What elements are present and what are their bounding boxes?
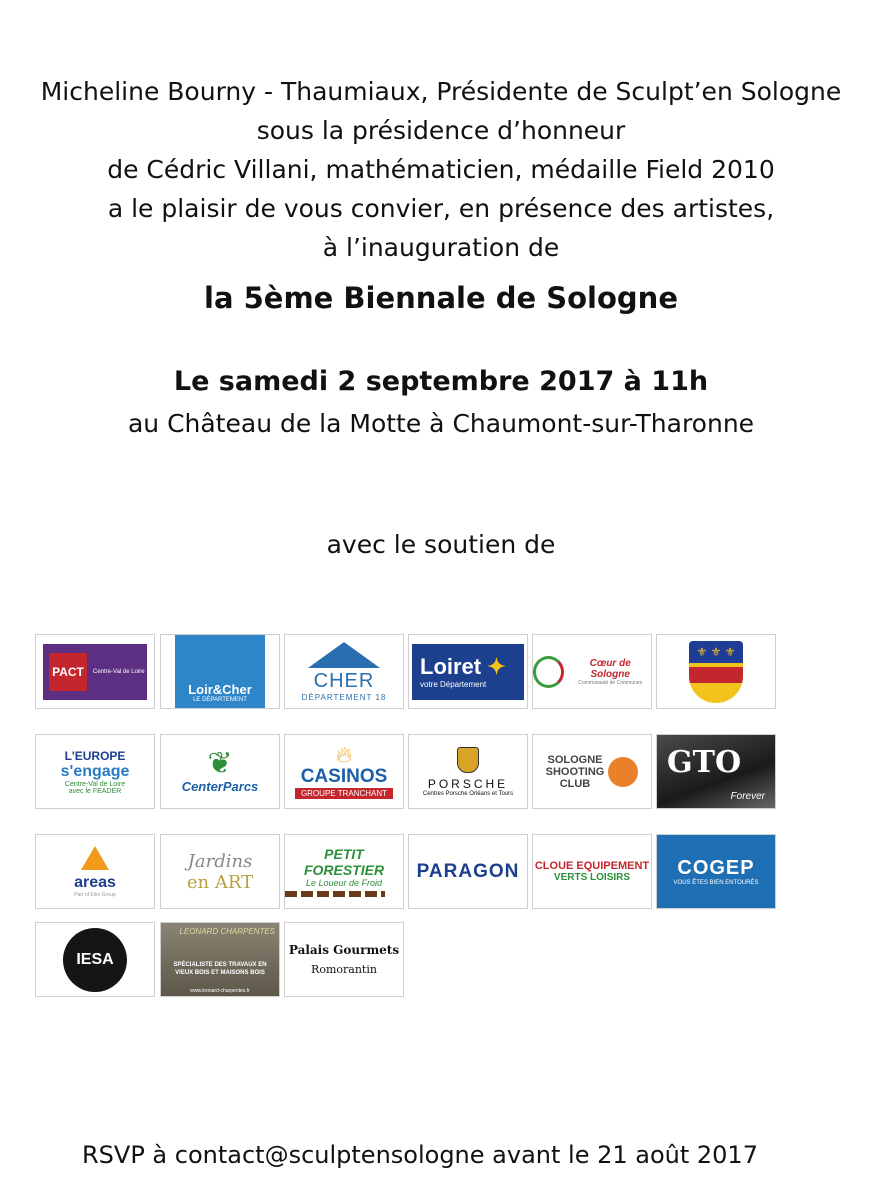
- shooting-line3: CLUB: [559, 777, 591, 790]
- intro-line-inauguration: à l’inauguration de: [322, 233, 560, 262]
- loiret-name: Loiret: [420, 654, 482, 679]
- porsche-name: PORSCHE: [427, 776, 509, 791]
- event-date: Le samedi 2 septembre 2017 à 11h: [173, 366, 709, 397]
- europe-line3: Centre-Val de Loire: [64, 780, 126, 788]
- cogep-sub: VOUS ÊTES BIEN ENTOURÉS: [673, 880, 759, 886]
- cher-sub: DÉPARTEMENT 18: [301, 692, 387, 702]
- areas-chevron-icon: [81, 846, 109, 870]
- coat-of-arms-icon: ⚜ ⚜ ⚜: [689, 641, 743, 703]
- shooting-line2: SHOOTING: [545, 765, 605, 778]
- intro-line-invite: a le plaisir de vous convier, en présence des artistes,: [107, 194, 775, 223]
- invitation-intro: [0, 72, 882, 267]
- leaf-icon: ❦: [207, 747, 233, 780]
- ring-icon: [533, 656, 564, 688]
- iesa-disc: IESA: [63, 928, 127, 992]
- center-parcs-name: CenterParcs: [181, 779, 259, 794]
- jardins-word2: en ART: [186, 871, 254, 893]
- sponsor-logo-cloue: [532, 834, 652, 909]
- cloue-sub: VERTS LOISIRS: [553, 872, 631, 883]
- leonard-url: www.leonard-charpentes.fr: [190, 988, 250, 994]
- petit-forestier-sub: Le Loueur de Froid: [305, 878, 383, 888]
- casinos-name: CASINOS: [300, 766, 388, 787]
- loiret-badge: [412, 644, 524, 700]
- sponsor-logo-petit-forestier: [284, 834, 404, 909]
- sponsor-logo-iesa: [35, 922, 155, 997]
- intro-line-patron: de Cédric Villani, mathématicien, médaille Field 2010: [107, 155, 775, 184]
- shooting-line1: SOLOGNE: [547, 753, 603, 766]
- leonard-photo: [161, 923, 279, 996]
- sponsor-logo-pact: [35, 634, 155, 709]
- loir-et-cher-sub: LE DÉPARTEMENT: [193, 697, 247, 703]
- leonard-tagline: SPÉCIALISTE DES TRAVAUX EN VIEUX BOIS ET MAISONS BOIS: [173, 962, 267, 976]
- stripe-decoration: [285, 891, 385, 897]
- sponsor-logo-europe: [35, 734, 155, 809]
- coeur-name: Cœur de Sologne: [589, 657, 631, 680]
- pact-badge: [43, 644, 147, 700]
- sponsor-logo-loir-et-cher: [160, 634, 280, 709]
- intro-line-host: Micheline Bourny - Thaumiaux, Présidente de Sculpt’en Sologne: [40, 77, 842, 106]
- loiret-sub: votre Département: [420, 680, 487, 689]
- sponsor-logo-loiret: [408, 634, 528, 709]
- sponsor-logo-coeur-de-sologne: [532, 634, 652, 709]
- sponsor-logo-gto: [656, 734, 776, 809]
- europe-line2: s'engage: [60, 762, 130, 780]
- leonard-name: LEONARD CHARPENTES: [179, 927, 275, 936]
- wheat-icon: ✦: [487, 654, 506, 679]
- porsche-crest-icon: [457, 747, 479, 773]
- cher-name: CHER: [313, 669, 375, 692]
- jardins-word1: Jardins: [187, 850, 253, 872]
- sponsor-logo-cher: [284, 634, 404, 709]
- areas-name: areas: [74, 873, 116, 891]
- europe-line1: L'EUROPE: [64, 748, 126, 763]
- sponsor-logo-cogep: [656, 834, 776, 909]
- porsche-sub: Centres Porsche Orléans et Tours: [422, 790, 514, 797]
- event-venue: au Château de la Motte à Chaumont-sur-Tharonne: [127, 409, 755, 438]
- gto-sub: Forever: [730, 791, 765, 802]
- casinos-sub: GROUPE TRANCHANT: [295, 788, 393, 799]
- areas-sub: Part of Elior Group: [74, 891, 116, 898]
- coeur-sub: Communauté de Communes: [578, 679, 643, 686]
- support-heading: avec le soutien de: [326, 530, 556, 559]
- event-title: la 5ème Biennale de Sologne: [204, 281, 678, 315]
- sponsor-logo-palais-gourmets: [284, 922, 404, 997]
- sponsor-logo-jardins-en-art: [160, 834, 280, 909]
- intro-line-honor: sous la présidence d’honneur: [256, 116, 626, 145]
- paragon-name: PARAGON: [416, 860, 520, 882]
- pact-mark: PACT: [49, 653, 87, 691]
- gto-badge: [657, 735, 775, 808]
- sponsor-logo-leonard: [160, 922, 280, 997]
- petit-forestier-name: PETIT FORESTIER: [303, 846, 385, 878]
- rsvp-line: RSVP à contact@sculptensologne avant le 21 août 2017: [82, 1141, 758, 1169]
- cloue-name: CLOUE EQUIPEMENT: [534, 860, 650, 872]
- palais-gourmets-sub: Romorantin: [311, 963, 377, 976]
- sponsor-logo-sologne-shooting: [532, 734, 652, 809]
- cogep-badge: [657, 835, 775, 908]
- cogep-name: COGEP: [677, 857, 755, 879]
- sponsor-logo-porsche: [408, 734, 528, 809]
- pact-sub: Centre-Val de Loire: [93, 668, 145, 675]
- sponsor-logo-areas: [35, 834, 155, 909]
- sponsor-logo-center-parcs: [160, 734, 280, 809]
- target-icon: [608, 757, 638, 787]
- sponsor-logo-casinos: [284, 734, 404, 809]
- flame-icon: 🔥︎: [335, 742, 353, 767]
- sponsor-logo-coat-of-arms: [656, 634, 776, 709]
- house-roof-icon: [308, 642, 380, 668]
- europe-line4: avec le FEADER: [68, 787, 122, 795]
- gto-mark: GTO: [667, 745, 742, 780]
- loir-et-cher-name: Loir&Cher: [188, 682, 252, 697]
- sponsor-logo-paragon: [408, 834, 528, 909]
- loir-et-cher-badge: [175, 635, 265, 708]
- palais-gourmets-name: Palais Gourmets: [288, 943, 400, 957]
